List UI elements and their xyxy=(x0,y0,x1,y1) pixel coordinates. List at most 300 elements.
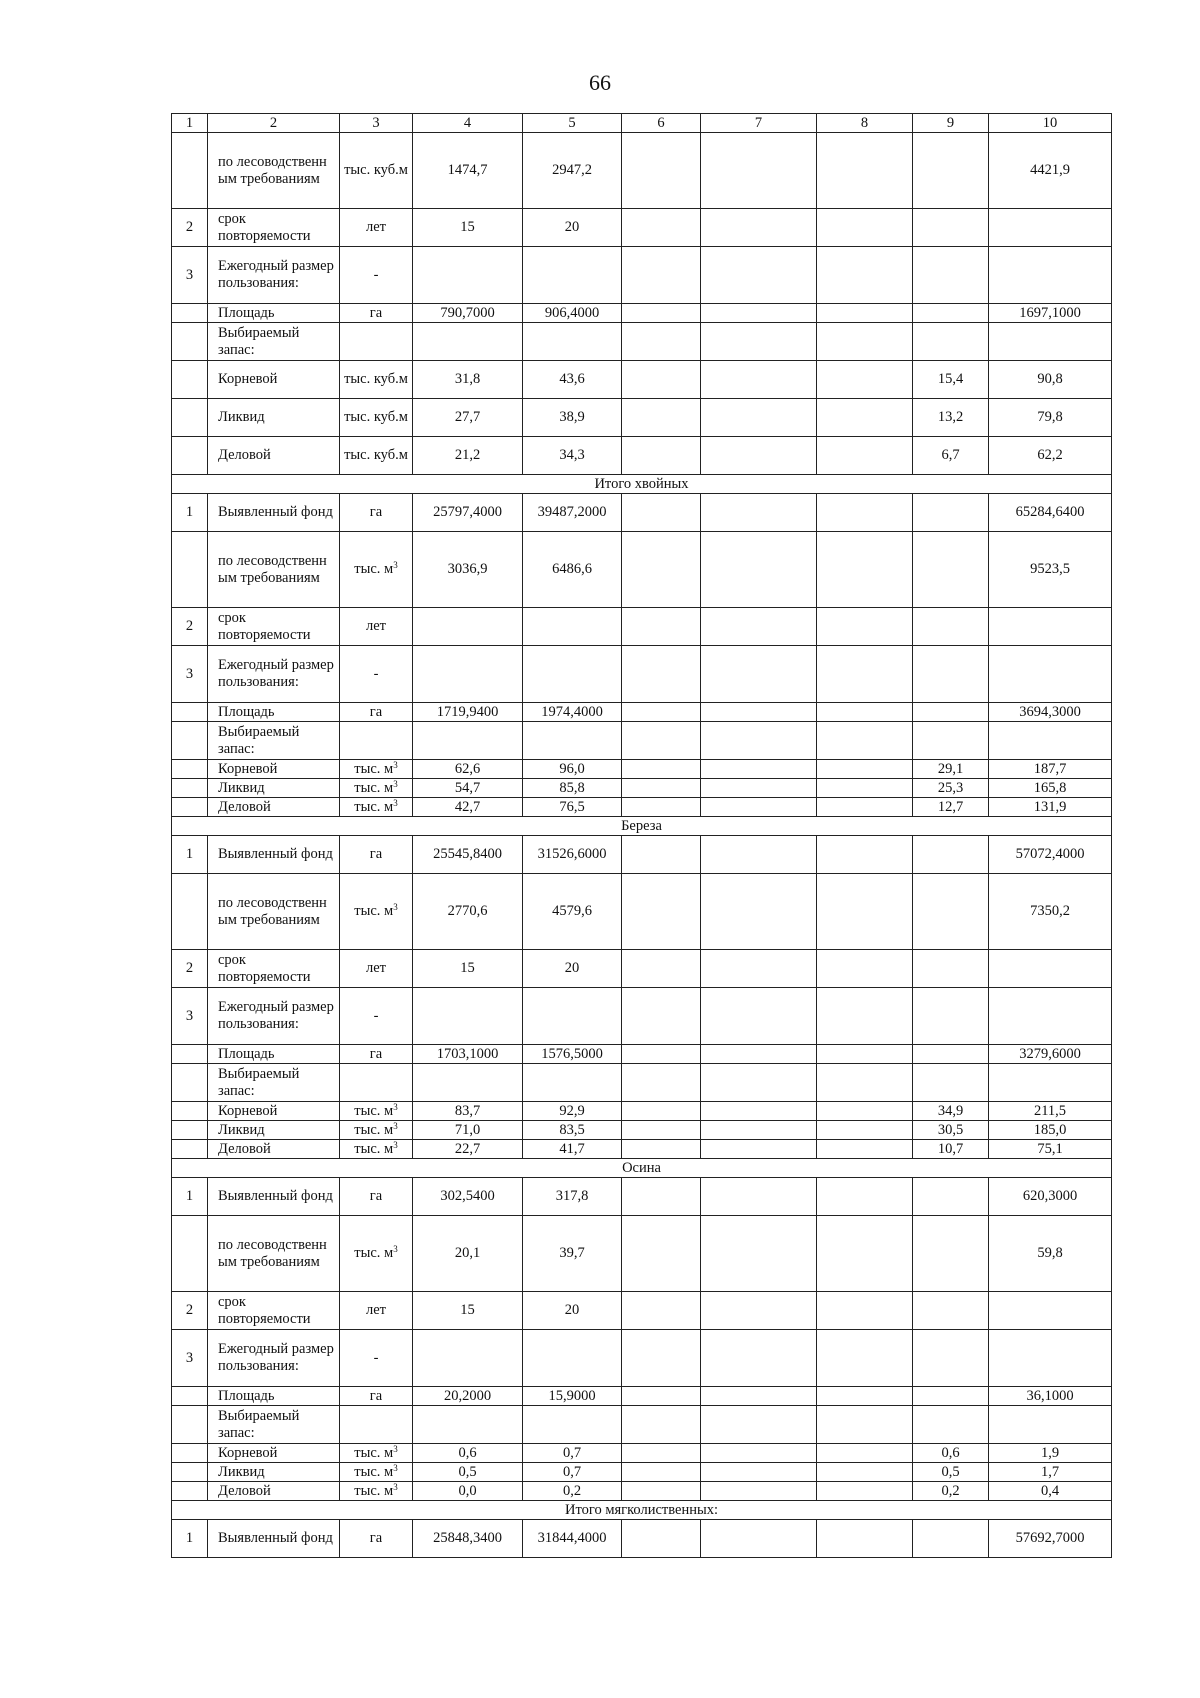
total-value: 36,1000 xyxy=(989,1387,1112,1406)
value-col-5: 39487,2000 xyxy=(523,494,622,532)
unit-text: тыс. м xyxy=(354,760,394,777)
table-row xyxy=(172,760,1112,779)
value-col-8 xyxy=(817,646,913,703)
indicator-label: Корневой xyxy=(208,361,340,399)
total-value: 90,8 xyxy=(989,361,1112,399)
row-number xyxy=(172,1444,208,1463)
value-col-7 xyxy=(701,608,817,646)
value-col-8 xyxy=(817,1102,913,1121)
unit-exponent: 3 xyxy=(393,1443,398,1454)
value-col-9: 10,7 xyxy=(913,1140,989,1159)
table-row xyxy=(172,1064,1112,1102)
value-col-4: 83,7 xyxy=(413,1102,523,1121)
value-col-6 xyxy=(622,722,701,760)
indicator-label: Выбираемый запас: xyxy=(208,323,340,361)
value-col-8 xyxy=(817,1064,913,1102)
indicator-label: Площадь xyxy=(208,703,340,722)
total-value xyxy=(989,988,1112,1045)
value-col-4: 15 xyxy=(413,209,523,247)
value-col-9 xyxy=(913,1178,989,1216)
unit-exponent: 3 xyxy=(393,560,398,571)
value-col-6 xyxy=(622,1121,701,1140)
unit-text: тыс. м xyxy=(354,1245,394,1262)
value-col-8 xyxy=(817,1140,913,1159)
value-col-9: 0,2 xyxy=(913,1482,989,1501)
section-title: Береза xyxy=(172,817,1112,836)
table-row xyxy=(172,532,1112,608)
unit-exponent: 3 xyxy=(393,1101,398,1112)
value-col-9 xyxy=(913,1045,989,1064)
table-row xyxy=(172,1045,1112,1064)
value-col-5: 20 xyxy=(523,1292,622,1330)
row-number xyxy=(172,1482,208,1501)
indicator-label: Ликвид xyxy=(208,1463,340,1482)
total-value: 131,9 xyxy=(989,798,1112,817)
indicator-label: Деловой xyxy=(208,798,340,817)
indicator-label: Ликвид xyxy=(208,779,340,798)
indicator-label: Деловой xyxy=(208,1140,340,1159)
row-number: 3 xyxy=(172,247,208,304)
table-row xyxy=(172,1463,1112,1482)
indicator-label: Ликвид xyxy=(208,1121,340,1140)
value-col-4 xyxy=(413,1064,523,1102)
value-col-8 xyxy=(817,1482,913,1501)
value-col-4: 25545,8400 xyxy=(413,836,523,874)
row-number: 3 xyxy=(172,1330,208,1387)
value-col-9 xyxy=(913,247,989,304)
value-col-9 xyxy=(913,1330,989,1387)
row-number: 2 xyxy=(172,209,208,247)
value-col-4: 20,1 xyxy=(413,1216,523,1292)
value-col-7 xyxy=(701,722,817,760)
value-col-4: 3036,9 xyxy=(413,532,523,608)
indicator-label: Ежегодный размер пользования: xyxy=(208,646,340,703)
value-col-4: 1719,9400 xyxy=(413,703,523,722)
column-number: 10 xyxy=(989,114,1112,133)
indicator-label: по лесоводственн ым требованиям xyxy=(208,532,340,608)
value-col-6 xyxy=(622,304,701,323)
value-col-9 xyxy=(913,646,989,703)
value-col-6 xyxy=(622,779,701,798)
value-col-5: 0,7 xyxy=(523,1463,622,1482)
unit-text: тыс. м xyxy=(354,1140,394,1157)
unit xyxy=(340,874,413,950)
value-col-8 xyxy=(817,1121,913,1140)
value-col-9 xyxy=(913,532,989,608)
value-col-9: 0,6 xyxy=(913,1444,989,1463)
total-value: 187,7 xyxy=(989,760,1112,779)
value-col-5: 31844,4000 xyxy=(523,1520,622,1558)
row-number xyxy=(172,399,208,437)
value-col-7 xyxy=(701,836,817,874)
indicator-label: Корневой xyxy=(208,1102,340,1121)
total-value xyxy=(989,323,1112,361)
value-col-6 xyxy=(622,437,701,475)
table-row xyxy=(172,361,1112,399)
value-col-8 xyxy=(817,608,913,646)
value-col-7 xyxy=(701,760,817,779)
value-col-6 xyxy=(622,133,701,209)
unit xyxy=(340,1444,413,1463)
value-col-7 xyxy=(701,1330,817,1387)
value-col-5: 31526,6000 xyxy=(523,836,622,874)
value-col-7 xyxy=(701,950,817,988)
unit-text: тыс. м xyxy=(354,561,394,578)
indicator-label: по лесоводственн ым требованиям xyxy=(208,874,340,950)
row-number xyxy=(172,722,208,760)
row-number xyxy=(172,1406,208,1444)
table-row xyxy=(172,874,1112,950)
unit: га xyxy=(340,1520,413,1558)
value-col-8 xyxy=(817,1520,913,1558)
value-col-6 xyxy=(622,836,701,874)
value-col-5: 38,9 xyxy=(523,399,622,437)
row-number: 2 xyxy=(172,1292,208,1330)
value-col-5: 1576,5000 xyxy=(523,1045,622,1064)
value-col-5: 6486,6 xyxy=(523,532,622,608)
column-number: 6 xyxy=(622,114,701,133)
unit-exponent: 3 xyxy=(393,778,398,789)
unit-exponent: 3 xyxy=(393,902,398,913)
value-col-8 xyxy=(817,323,913,361)
value-col-7 xyxy=(701,1292,817,1330)
table-row xyxy=(172,703,1112,722)
value-col-8 xyxy=(817,399,913,437)
row-number: 3 xyxy=(172,988,208,1045)
unit xyxy=(340,532,413,608)
total-value: 65284,6400 xyxy=(989,494,1112,532)
value-col-8 xyxy=(817,836,913,874)
value-col-7 xyxy=(701,646,817,703)
row-number xyxy=(172,1045,208,1064)
value-col-7 xyxy=(701,247,817,304)
value-col-4: 15 xyxy=(413,1292,523,1330)
table-row xyxy=(172,779,1112,798)
value-col-6 xyxy=(622,361,701,399)
value-col-9: 13,2 xyxy=(913,399,989,437)
value-col-5 xyxy=(523,1330,622,1387)
row-number xyxy=(172,304,208,323)
table-row xyxy=(172,494,1112,532)
table-row xyxy=(172,1102,1112,1121)
unit-exponent: 3 xyxy=(393,1244,398,1255)
indicator-label: Площадь xyxy=(208,304,340,323)
row-number: 1 xyxy=(172,1520,208,1558)
value-col-4: 25848,3400 xyxy=(413,1520,523,1558)
value-col-7 xyxy=(701,1216,817,1292)
table-row xyxy=(172,722,1112,760)
total-value: 0,4 xyxy=(989,1482,1112,1501)
indicator-label: Деловой xyxy=(208,437,340,475)
column-number: 5 xyxy=(523,114,622,133)
column-number: 8 xyxy=(817,114,913,133)
unit xyxy=(340,760,413,779)
value-col-4: 0,6 xyxy=(413,1444,523,1463)
value-col-8 xyxy=(817,1387,913,1406)
value-col-4 xyxy=(413,988,523,1045)
unit: - xyxy=(340,247,413,304)
value-col-4 xyxy=(413,722,523,760)
value-col-4 xyxy=(413,1406,523,1444)
value-col-7 xyxy=(701,779,817,798)
row-number xyxy=(172,798,208,817)
value-col-9: 15,4 xyxy=(913,361,989,399)
total-value xyxy=(989,646,1112,703)
row-number xyxy=(172,874,208,950)
value-col-6 xyxy=(622,1387,701,1406)
value-col-7 xyxy=(701,399,817,437)
unit: га xyxy=(340,836,413,874)
total-value xyxy=(989,1292,1112,1330)
value-col-4: 22,7 xyxy=(413,1140,523,1159)
value-col-6 xyxy=(622,608,701,646)
unit xyxy=(340,798,413,817)
total-value: 9523,5 xyxy=(989,532,1112,608)
value-col-7 xyxy=(701,437,817,475)
value-col-8 xyxy=(817,950,913,988)
value-col-7 xyxy=(701,1045,817,1064)
value-col-6 xyxy=(622,1140,701,1159)
value-col-8 xyxy=(817,1178,913,1216)
value-col-8 xyxy=(817,722,913,760)
value-col-7 xyxy=(701,133,817,209)
value-col-5 xyxy=(523,988,622,1045)
table-row xyxy=(172,1330,1112,1387)
value-col-6 xyxy=(622,1045,701,1064)
value-col-5 xyxy=(523,646,622,703)
unit: - xyxy=(340,646,413,703)
unit-text: тыс. м xyxy=(354,903,394,920)
section-title: Итого хвойных xyxy=(172,475,1112,494)
total-value: 1,9 xyxy=(989,1444,1112,1463)
value-col-5: 39,7 xyxy=(523,1216,622,1292)
unit xyxy=(340,323,413,361)
unit xyxy=(340,722,413,760)
value-col-8 xyxy=(817,494,913,532)
value-col-6 xyxy=(622,494,701,532)
column-number: 3 xyxy=(340,114,413,133)
total-value: 62,2 xyxy=(989,437,1112,475)
unit-text: тыс. м xyxy=(354,1444,394,1461)
value-col-6 xyxy=(622,247,701,304)
unit-text: тыс. м xyxy=(354,1463,394,1480)
value-col-9 xyxy=(913,304,989,323)
table-row xyxy=(172,1406,1112,1444)
unit xyxy=(340,1463,413,1482)
value-col-9 xyxy=(913,608,989,646)
value-col-4: 302,5400 xyxy=(413,1178,523,1216)
unit-text: тыс. м xyxy=(354,1482,394,1499)
indicator-label: Ежегодный размер пользования: xyxy=(208,1330,340,1387)
unit: тыс. куб.м xyxy=(340,437,413,475)
total-value: 57072,4000 xyxy=(989,836,1112,874)
value-col-4: 25797,4000 xyxy=(413,494,523,532)
value-col-8 xyxy=(817,1463,913,1482)
value-col-6 xyxy=(622,798,701,817)
value-col-9: 34,9 xyxy=(913,1102,989,1121)
value-col-5: 92,9 xyxy=(523,1102,622,1121)
value-col-5: 0,7 xyxy=(523,1444,622,1463)
table-row xyxy=(172,646,1112,703)
value-col-7 xyxy=(701,1406,817,1444)
value-col-7 xyxy=(701,1121,817,1140)
total-value xyxy=(989,1406,1112,1444)
value-col-4: 0,0 xyxy=(413,1482,523,1501)
value-col-8 xyxy=(817,703,913,722)
value-col-4 xyxy=(413,608,523,646)
value-col-8 xyxy=(817,209,913,247)
value-col-6 xyxy=(622,1292,701,1330)
value-col-6 xyxy=(622,1216,701,1292)
unit: га xyxy=(340,703,413,722)
row-number xyxy=(172,1463,208,1482)
table-row xyxy=(172,304,1112,323)
section-header-row xyxy=(172,1501,1112,1520)
column-number: 2 xyxy=(208,114,340,133)
table-row xyxy=(172,1140,1112,1159)
value-col-9 xyxy=(913,703,989,722)
value-col-4: 42,7 xyxy=(413,798,523,817)
unit-text: тыс. м xyxy=(354,1121,394,1138)
unit: лет xyxy=(340,950,413,988)
value-col-6 xyxy=(622,988,701,1045)
value-col-9 xyxy=(913,133,989,209)
row-number xyxy=(172,760,208,779)
indicator-label: Выявленный фонд xyxy=(208,836,340,874)
unit: - xyxy=(340,988,413,1045)
value-col-7 xyxy=(701,1064,817,1102)
value-col-9: 25,3 xyxy=(913,779,989,798)
unit: га xyxy=(340,1387,413,1406)
value-col-9 xyxy=(913,874,989,950)
indicator-label: Ежегодный размер пользования: xyxy=(208,988,340,1045)
value-col-9 xyxy=(913,836,989,874)
indicator-label: Корневой xyxy=(208,760,340,779)
row-number xyxy=(172,361,208,399)
indicator-label: Деловой xyxy=(208,1482,340,1501)
value-col-6 xyxy=(622,1330,701,1387)
total-value: 7350,2 xyxy=(989,874,1112,950)
unit: га xyxy=(340,1045,413,1064)
row-number xyxy=(172,1064,208,1102)
value-col-4: 790,7000 xyxy=(413,304,523,323)
total-value: 211,5 xyxy=(989,1102,1112,1121)
value-col-8 xyxy=(817,247,913,304)
row-number xyxy=(172,1121,208,1140)
unit: лет xyxy=(340,209,413,247)
unit: - xyxy=(340,1330,413,1387)
table-row xyxy=(172,1216,1112,1292)
unit: лет xyxy=(340,608,413,646)
indicator-label: по лесоводственн ым требованиям xyxy=(208,133,340,209)
unit: тыс. куб.м xyxy=(340,399,413,437)
total-value: 3279,6000 xyxy=(989,1045,1112,1064)
value-col-4 xyxy=(413,323,523,361)
value-col-5 xyxy=(523,247,622,304)
unit xyxy=(340,1482,413,1501)
value-col-6 xyxy=(622,399,701,437)
unit: га xyxy=(340,1178,413,1216)
table-row xyxy=(172,1444,1112,1463)
value-col-9: 12,7 xyxy=(913,798,989,817)
column-number-row xyxy=(172,114,1112,133)
row-number xyxy=(172,703,208,722)
value-col-8 xyxy=(817,760,913,779)
value-col-6 xyxy=(622,323,701,361)
value-col-8 xyxy=(817,133,913,209)
unit-exponent: 3 xyxy=(393,759,398,770)
value-col-4 xyxy=(413,1330,523,1387)
value-col-6 xyxy=(622,1463,701,1482)
value-col-7 xyxy=(701,1463,817,1482)
table-row xyxy=(172,323,1112,361)
unit xyxy=(340,1406,413,1444)
value-col-7 xyxy=(701,209,817,247)
value-col-4 xyxy=(413,247,523,304)
value-col-8 xyxy=(817,1216,913,1292)
value-col-9 xyxy=(913,988,989,1045)
value-col-6 xyxy=(622,760,701,779)
value-col-7 xyxy=(701,1444,817,1463)
row-number xyxy=(172,1387,208,1406)
value-col-5 xyxy=(523,1406,622,1444)
value-col-5: 4579,6 xyxy=(523,874,622,950)
value-col-5: 317,8 xyxy=(523,1178,622,1216)
value-col-6 xyxy=(622,1178,701,1216)
row-number: 3 xyxy=(172,646,208,703)
value-col-8 xyxy=(817,1292,913,1330)
value-col-5 xyxy=(523,722,622,760)
value-col-5 xyxy=(523,608,622,646)
value-col-9 xyxy=(913,1292,989,1330)
row-number xyxy=(172,1102,208,1121)
indicator-label: срок повторяемости xyxy=(208,209,340,247)
total-value xyxy=(989,209,1112,247)
value-col-9 xyxy=(913,950,989,988)
section-header-row xyxy=(172,475,1112,494)
value-col-7 xyxy=(701,1387,817,1406)
value-col-6 xyxy=(622,1406,701,1444)
unit-exponent: 3 xyxy=(393,1120,398,1131)
value-col-4: 71,0 xyxy=(413,1121,523,1140)
unit xyxy=(340,779,413,798)
value-col-5: 15,9000 xyxy=(523,1387,622,1406)
indicator-label: Ликвид xyxy=(208,399,340,437)
value-col-7 xyxy=(701,532,817,608)
value-col-4: 62,6 xyxy=(413,760,523,779)
table-row xyxy=(172,798,1112,817)
value-col-6 xyxy=(622,1102,701,1121)
table-body xyxy=(172,114,1112,1558)
value-col-8 xyxy=(817,1444,913,1463)
indicator-label: Выявленный фонд xyxy=(208,494,340,532)
total-value xyxy=(989,1330,1112,1387)
total-value: 57692,7000 xyxy=(989,1520,1112,1558)
value-col-5: 0,2 xyxy=(523,1482,622,1501)
value-col-8 xyxy=(817,361,913,399)
value-col-5: 2947,2 xyxy=(523,133,622,209)
table-row xyxy=(172,950,1112,988)
value-col-7 xyxy=(701,988,817,1045)
total-value: 620,3000 xyxy=(989,1178,1112,1216)
table-row xyxy=(172,247,1112,304)
table-row xyxy=(172,1520,1112,1558)
indicator-label: срок повторяемости xyxy=(208,1292,340,1330)
total-value xyxy=(989,247,1112,304)
row-number xyxy=(172,779,208,798)
value-col-4: 0,5 xyxy=(413,1463,523,1482)
total-value: 79,8 xyxy=(989,399,1112,437)
